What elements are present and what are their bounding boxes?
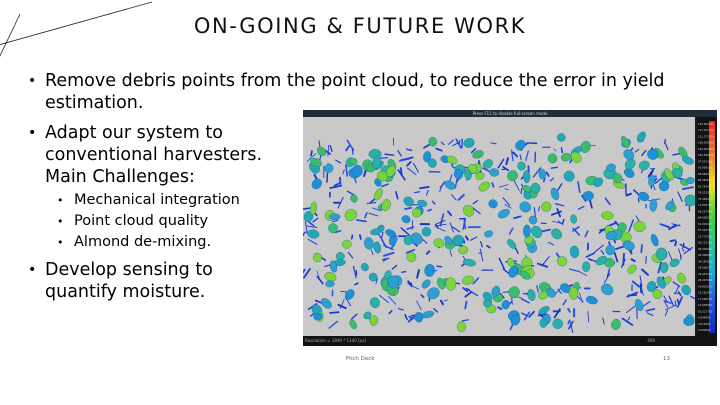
bullet-text: Develop sensing to quantify moisture. [45,260,213,302]
bullet-text: Remove debris points from the point cloud, to reduce the error in yield estimation. [45,71,665,113]
svg-text:119.962341: 119.962341 [698,123,714,126]
svg-text:3.075256: 3.075256 [698,322,711,326]
color-scale-bar [697,117,717,336]
svg-text:111.721729: 111.721729 [698,135,714,139]
svg-text:50.151320: 50.151320 [698,241,713,245]
svg-text:42.908849: 42.908849 [698,254,713,258]
svg-text:28.423906: 28.423906 [698,279,713,283]
status-value: 400 [647,338,655,343]
decorative-lines [0,0,160,70]
viewer-status-bar [303,336,717,346]
svg-text:97.227383: 97.227383 [698,160,713,164]
svg-text:64.636263: 64.636263 [698,216,713,220]
svg-text:0.000000: 0.000000 [698,329,711,332]
svg-text:100.848476: 100.848476 [698,154,714,158]
svg-text:93.606148: 93.606148 [698,166,713,170]
bullet-icon: • [57,194,64,207]
svg-text:104.469993: 104.469993 [698,147,714,151]
svg-text:71.878734: 71.878734 [698,204,713,208]
point-cloud-screenshot [303,110,717,346]
point-cloud-view [303,117,695,336]
svg-text:21.181435: 21.181435 [698,291,713,295]
svg-text:6.696492: 6.696492 [698,316,711,320]
svg-text:10.317728: 10.317728 [698,310,713,314]
sub-bullet-text: Mechanical integration [74,192,240,208]
svg-text:108.050058: 108.050058 [698,141,714,145]
svg-text:13.938963: 13.938963 [698,304,713,308]
svg-text:115.341149: 115.341149 [698,129,714,133]
svg-text:24.802670: 24.802670 [698,285,713,289]
bullet-icon: • [57,236,64,249]
svg-text:89.984912: 89.984912 [698,172,713,176]
svg-text:86.363676: 86.363676 [698,179,713,183]
bullet-icon: • [57,215,64,228]
svg-text:75.499970: 75.499970 [698,197,713,201]
svg-text:79.121205: 79.121205 [698,191,713,195]
svg-text:61.015027: 61.015027 [698,222,713,226]
bullet-icon: • [28,73,37,89]
resolution-text: Resolution = 1849 * 1140 [px] [305,338,366,343]
footer-text: Pitch Deck [345,356,375,362]
sub-bullet-text: Almond de-mixing. [74,234,212,250]
svg-text:46.530084: 46.530084 [698,247,713,251]
page-number: 13 [663,356,670,362]
svg-text:68.257498: 68.257498 [698,210,713,214]
svg-text:82.742441: 82.742441 [698,185,713,189]
toolbar-hint: Press F11 to disable full-screen mode [472,111,548,116]
slide-title: ON-GOING & FUTURE WORK [193,14,527,38]
sub-bullet-text: Point cloud quality [74,213,209,229]
bullet-item [28,70,668,114]
svg-text:32.045142: 32.045142 [698,272,713,276]
bullet-text: Adapt our system to conventional harvesters. Main Challenges: [45,123,263,187]
bullet-icon: • [28,125,37,141]
svg-text:57.393791: 57.393791 [698,229,713,233]
svg-text:17.560199: 17.560199 [698,297,713,301]
svg-text:53.772556: 53.772556 [698,235,713,239]
svg-text:39.287613: 39.287613 [698,260,713,264]
svg-text:35.666377: 35.666377 [698,266,713,270]
bullet-icon: • [28,262,37,278]
